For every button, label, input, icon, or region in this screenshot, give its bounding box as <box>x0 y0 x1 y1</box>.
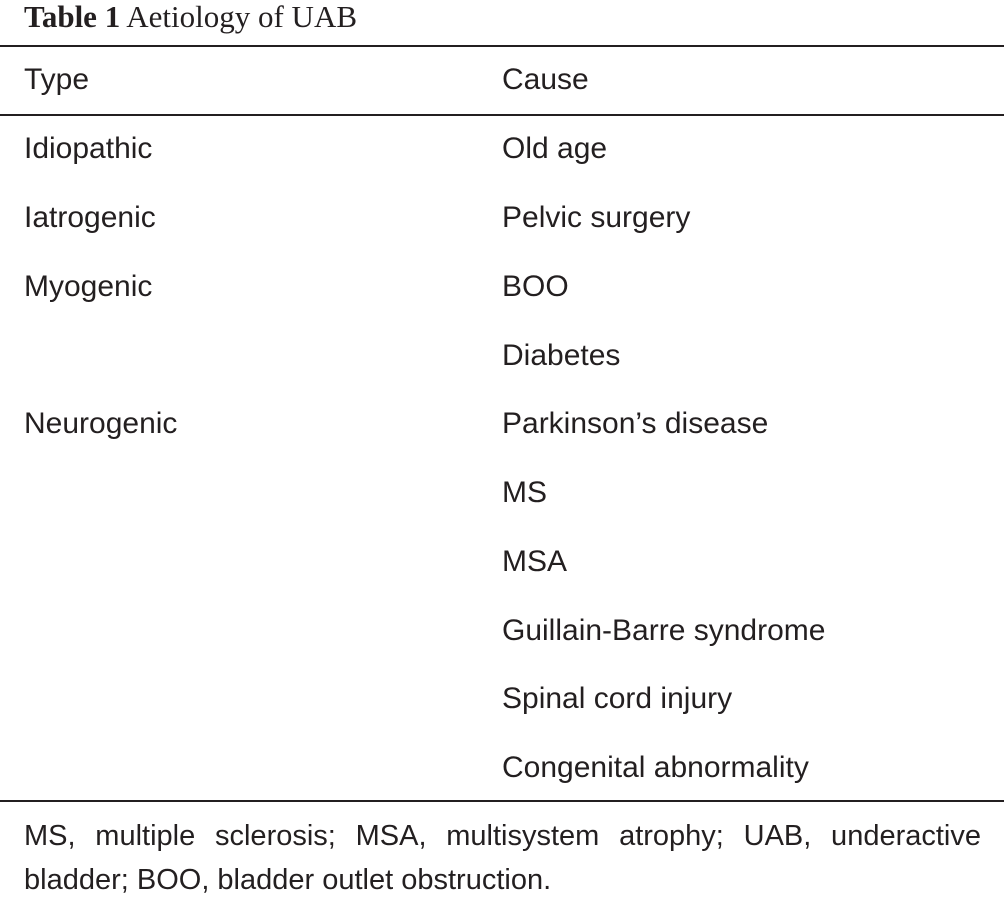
table-header-rule <box>0 114 1004 116</box>
table-caption-label: Table 1 <box>24 0 121 34</box>
column-header-type: Type <box>24 63 90 96</box>
row-9-cause: Spinal cord injury <box>502 682 733 715</box>
row-4-cause: Diabetes <box>502 339 621 372</box>
row-5-type: Neurogenic <box>24 407 178 440</box>
table-footnote: MS, multiple sclerosis; MSA, multisystem atrophy; UAB, underactive bladder; BOO, bladder outlet obstruction. <box>24 820 981 896</box>
table-top-rule <box>0 45 1004 47</box>
row-5-cause: Parkinson’s disease <box>502 407 769 440</box>
table-caption <box>24 0 357 34</box>
row-8-cause: Guillain-Barre syndrome <box>502 614 826 647</box>
table-bottom-rule <box>0 800 1004 802</box>
row-6-cause: MS <box>502 476 547 509</box>
row-3-type: Myogenic <box>24 270 153 303</box>
row-1-cause: Old age <box>502 132 608 165</box>
row-10-cause: Congenital abnormality <box>502 751 809 784</box>
row-7-cause: MSA <box>502 545 568 578</box>
row-1-type: Idiopathic <box>24 132 153 165</box>
row-2-type: Iatrogenic <box>24 201 156 234</box>
column-header-cause: Cause <box>502 63 589 96</box>
table-caption-title: Aetiology of UAB <box>126 0 358 34</box>
row-2-cause: Pelvic surgery <box>502 201 691 234</box>
row-3-cause: BOO <box>502 270 569 303</box>
